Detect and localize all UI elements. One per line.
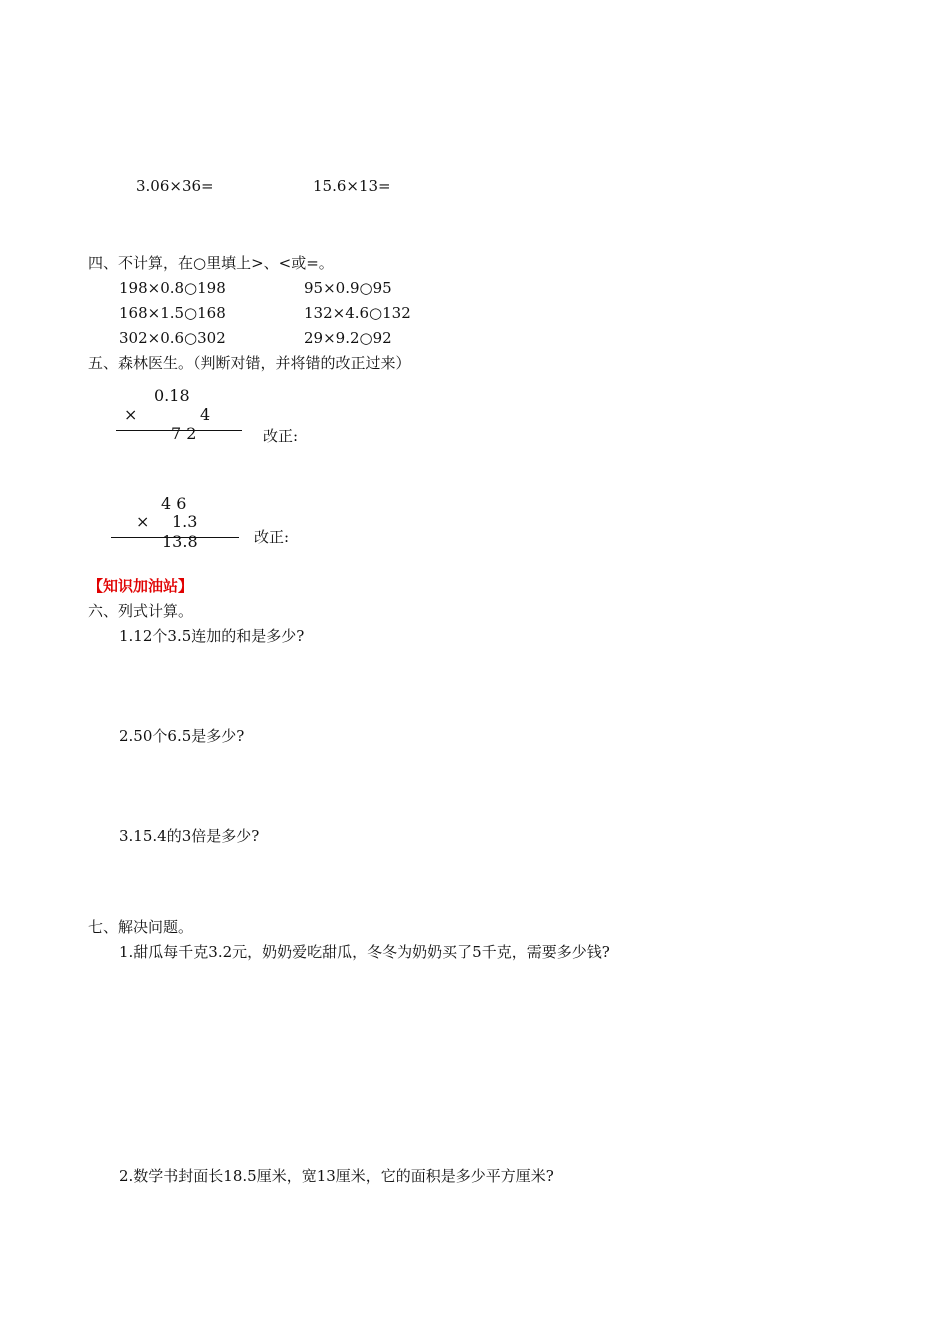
- problem1-correction-label: 改正:: [263, 427, 299, 445]
- expr-3-06x36: 3.06×36=: [136, 177, 214, 195]
- compare-item: 95×0.9○95: [304, 279, 392, 297]
- section6-title: 六、列式计算。: [88, 602, 194, 620]
- times-sign: ×: [136, 512, 150, 531]
- problem1-result: 7 2: [171, 424, 197, 443]
- section7-title: 七、解决问题。: [88, 918, 194, 936]
- problem1-top-number: 0.18: [154, 386, 190, 405]
- compare-item: 132×4.6○132: [304, 304, 411, 322]
- section5-title: 五、森林医生。（判断对错，并将错的改正过来）: [88, 354, 411, 372]
- word-problem: 2.数学书封面长18.5厘米，宽13厘米，它的面积是多少平方厘米?: [119, 1167, 554, 1185]
- knowledge-station-heading: 【知识加油站】: [88, 577, 194, 595]
- question-item: 3.15.4的3倍是多少?: [119, 827, 260, 845]
- problem2-correction-label: 改正:: [254, 528, 290, 546]
- question-item: 1.12个3.5连加的和是多少?: [119, 627, 305, 645]
- times-sign: ×: [124, 405, 138, 424]
- word-problem: 1.甜瓜每千克3.2元，奶奶爱吃甜瓜，冬冬为奶奶买了5千克，需要多少钱?: [119, 943, 610, 961]
- compare-item: 302×0.6○302: [119, 329, 226, 347]
- problem2-result: 13.8: [162, 532, 198, 551]
- question-item: 2.50个6.5是多少?: [119, 727, 245, 745]
- expr-15-6x13: 15.6×13=: [313, 177, 391, 195]
- compare-item: 29×9.2○92: [304, 329, 392, 347]
- problem2-multiplier: 1.3: [172, 512, 198, 531]
- problem2-top-number: 4 6: [161, 494, 187, 513]
- compare-item: 198×0.8○198: [119, 279, 226, 297]
- section4-title: 四、不计算，在○里填上>、<或=。: [88, 254, 334, 272]
- compare-item: 168×1.5○168: [119, 304, 226, 322]
- problem1-multiplier: 4: [200, 405, 211, 424]
